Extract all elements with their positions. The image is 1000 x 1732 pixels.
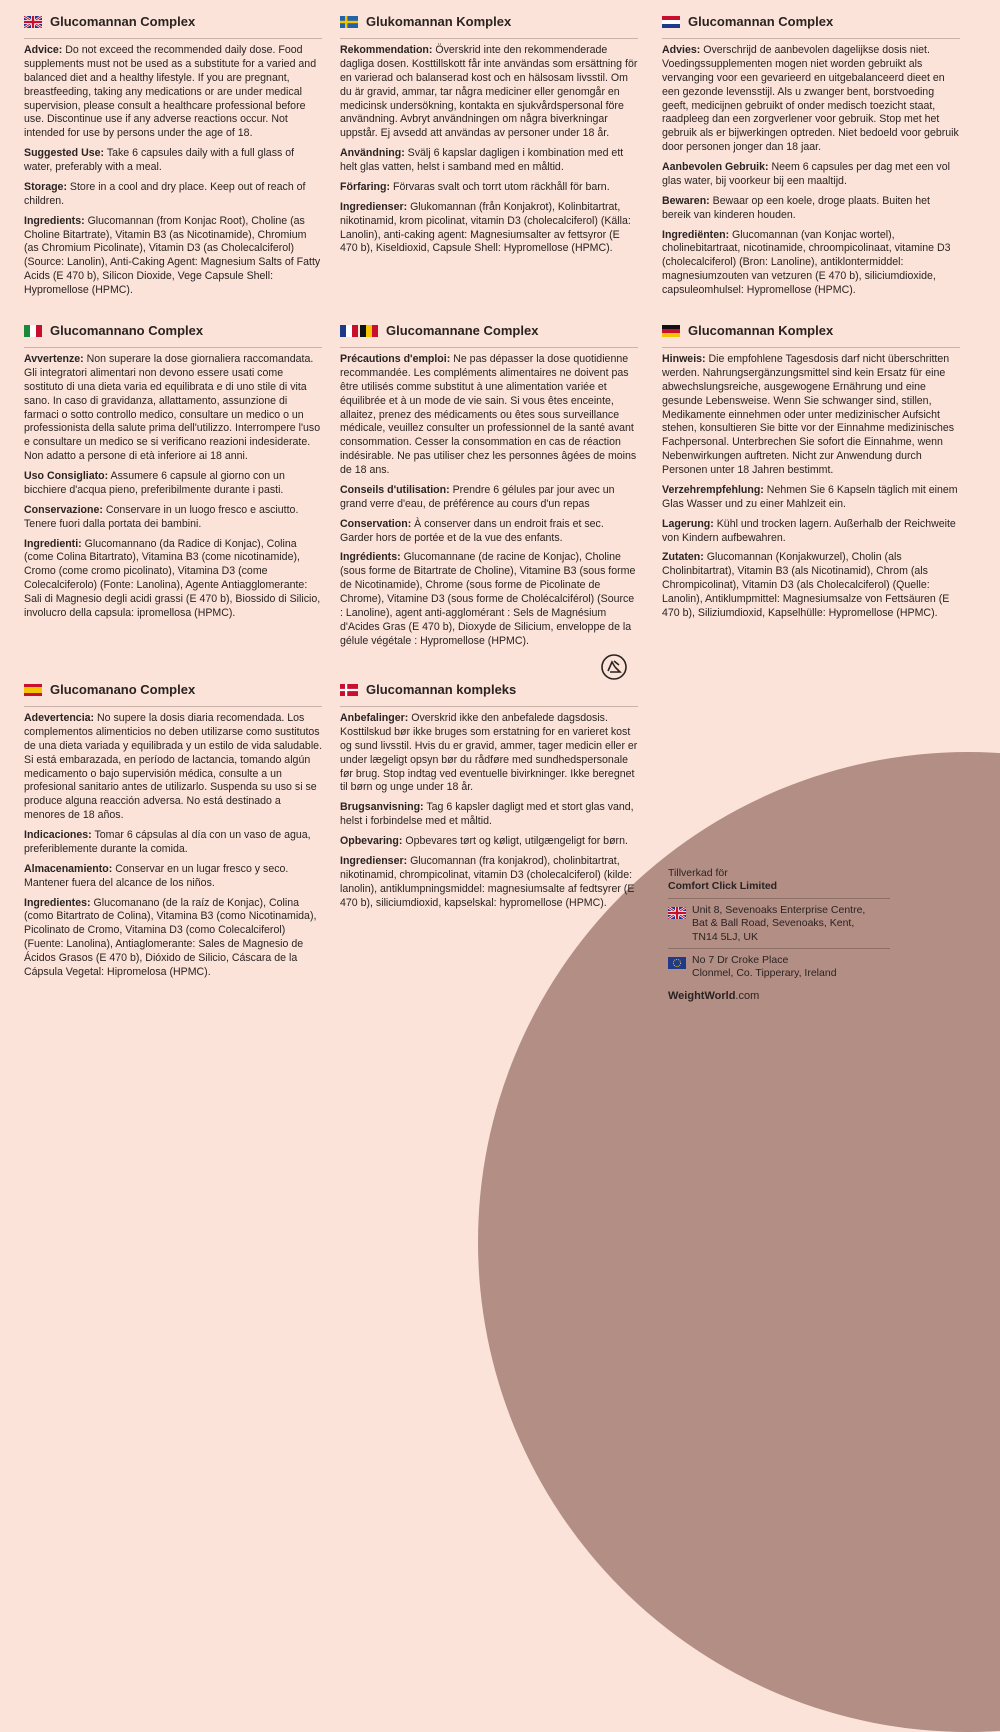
divider xyxy=(662,38,960,39)
eu-address-row xyxy=(668,948,890,984)
spain-flag-icon xyxy=(24,684,42,696)
panel-header xyxy=(662,13,960,31)
section-label: Advice: xyxy=(24,44,63,56)
divider xyxy=(340,706,638,707)
section-label: Brugsanvisning: xyxy=(340,801,424,814)
panel-section xyxy=(662,44,960,155)
panel-italian xyxy=(24,322,322,627)
section-label: Avvertenze: xyxy=(24,353,84,365)
panel-section xyxy=(24,504,322,532)
section-text: Opbevares tørt og køligt, utilgængeligt for børn. xyxy=(402,835,628,847)
section-label: Användning: xyxy=(340,147,405,160)
denmark-flag-icon xyxy=(340,684,358,696)
section-label: Ingredienser: xyxy=(340,854,408,867)
panel-section xyxy=(662,229,960,298)
panel-title: Glucomannan Complex xyxy=(688,14,834,30)
made-for-label: Tillverkad för xyxy=(668,867,728,879)
section-label: Bewaren: xyxy=(662,194,710,207)
panel-title: Glucomannan kompleks xyxy=(366,682,517,698)
panel-title: Glucomannano Complex xyxy=(50,323,204,339)
recycle-icon xyxy=(600,653,628,681)
panel-section xyxy=(24,215,322,298)
panel-section xyxy=(24,538,322,621)
panel-section xyxy=(340,835,638,849)
section-label: Conservazione: xyxy=(24,503,103,516)
eu-address-lines: No 7 Dr Croke Place Clonmel, Co. Tipperary, Ireland xyxy=(692,953,837,979)
section-text: Assumere 6 capsule al giorno con un bicchiere d'acqua pieno, preferibilmente durante i pasti. xyxy=(24,470,285,496)
section-text: Glucomannan (from Konjac Root), Choline (as Choline Bitartrate), Vitamin B3 (as Nicotinamide), Chromium (as Chromium Picolinate), Vitamin D3 (as Cholecalciferol) (Source: Lanolin), Anti-Caking Agent: Magnesium Salts of Fatty Acids (E 470 b), Silicon Dioxide, Vege Capsule Shell: Hypromellose (HPMC). xyxy=(24,214,321,296)
panel-section xyxy=(340,801,638,829)
section-text: À conserver dans un endroit frais et sec. Garder hors de portée et de la vue des enfants. xyxy=(340,517,604,544)
panel-section xyxy=(340,551,638,648)
section-text: Bewaar op een koele, droge plaats. Buiten het bereik van kinderen houden. xyxy=(662,194,930,221)
section-label: Ingrédients: xyxy=(340,551,401,564)
panel-section xyxy=(24,712,322,823)
section-text: Non superare la dose giornaliera raccomandata. Gli integratori alimentari non devono essere usati come sostituto di una dieta varia ed equilibrata e di uno stile di vita sano. In caso di gravidanza, allattamento, assunzione di farmaci o sotto controllo medico, consultare un medico o un professionista della salute prima dell'utilizzo. Interrompere l'uso e consultare un medico se si verificano reazioni indesiderate. Non adatto a persone di età inferiore ai 18 anni. xyxy=(24,353,321,463)
section-label: Uso Consigliato: xyxy=(24,470,109,482)
divider xyxy=(662,347,960,348)
uk-address-row xyxy=(668,898,890,947)
panel-header xyxy=(340,322,638,340)
section-text: Store in a cool and dry place. Keep out of reach of children. xyxy=(24,180,306,207)
section-text: Glucomannan (fra konjakrod), cholinbitartrat, nikotinamid, chrompicolinat, vitamin D3 (cholecalciferol) (kilde: lanolin), antiklumpningsmiddel: magnesiumsalte af fedtsyrer (E 470 b), siliciumdioxid, kapselskal: hypromellose (HPMC). xyxy=(340,854,635,909)
panel-section xyxy=(340,201,638,257)
section-text: Tag 6 kapsler dagligt med et stort glas vand, helst i forbindelse med et måltid. xyxy=(340,801,634,828)
divider xyxy=(340,38,638,39)
section-label: Storage: xyxy=(24,180,67,193)
panel-english xyxy=(24,13,322,304)
eu-flag-icon xyxy=(668,957,686,969)
panel-section xyxy=(24,44,322,141)
section-text: Prendre 6 gélules par jour avec un grand verre d'eau, de préférence au cours d'un repas xyxy=(340,483,615,510)
panel-section xyxy=(24,897,322,980)
panel-french xyxy=(340,322,638,655)
uk-flag-icon xyxy=(668,907,686,919)
germany-flag-icon xyxy=(662,325,680,337)
section-label: Ingredients: xyxy=(24,214,85,227)
section-label: Précautions d'emploi: xyxy=(340,353,451,365)
netherlands-flag-icon xyxy=(662,16,680,28)
divider xyxy=(340,347,638,348)
panel-section xyxy=(662,161,960,189)
panel-section xyxy=(340,44,638,141)
section-label: Anbefalinger: xyxy=(340,712,409,724)
panel-danish xyxy=(340,681,638,916)
section-text: Neem 6 capsules per dag met een vol glas water, bij voorkeur bij een maaltijd. xyxy=(662,161,950,187)
section-text: Kühl und trocken lagern. Außerhalb der Reichweite von Kindern aufbewahren. xyxy=(662,517,956,544)
section-text: Ne pas dépasser la dose quotidienne recommandée. Les compléments alimentaires ne doivent pas être utilisés comme substitut à une alimentation variée et équilibrée et à un mode de vie sain. Si vous êtes enceinte, allaitez, prenez des médicaments ou êtes sous surveillance médicale, veuillez consulter un professionnel de la santé avant consommation. Cesser la consommation en cas de réaction indésirable. Ne pas utiliser chez les personnes âgées de moins de 18 ans. xyxy=(340,353,637,476)
section-text: Glucomannane (de racine de Konjac), Choline (sous forme de Bitartrate de Choline), Vitamine B3 (sous forme de Nicotinamide), Chrome (sous forme de Picolinate de Chrome), Vitamine D3 (sous forme de Cholécalciférol) (Source : Lanoline), agent anti-agglomérant : Sels de Magnésium d'Acides Gras (E 470 b), Dioxyde de Silicium, enveloppe de la gélule végétale : Hypromellose (HPMC). xyxy=(340,551,636,647)
panel-section xyxy=(662,551,960,620)
section-label: Ingredienser: xyxy=(340,200,408,213)
section-text: Överskrid inte den rekommenderade dagliga dosen. Kosttillskott får inte användas som ersättning för en varierad och balanserad kost och en hälsosam livsstil. Om du är gravid, ammar, tar några mediciner eller genomgår en medicinsk undersökning, kontakta en sjukvårdspersonal före användning. Avbryt användningen om några biverkningar uppstår. Ej avsedd att användas av personer under 18 år. xyxy=(340,44,638,140)
divider xyxy=(24,38,322,39)
divider xyxy=(24,706,322,707)
france-belgium-flag-icon xyxy=(340,325,378,337)
panel-section xyxy=(662,484,960,512)
panel-section xyxy=(340,518,638,546)
panel-header xyxy=(24,13,322,31)
section-label: Hinweis: xyxy=(662,353,706,365)
section-text: Do not exceed the recommended daily dose. Food supplements must not be used as a substitute for a varied and balanced diet and a healthy lifestyle. If you are pregnant, breastfeeding, taking any medications or are under medical supervision, please consult a healthcare professional before use. Discontinue use if any adverse reactions occur. Not intended for use by persons under the age of 18. xyxy=(24,44,317,140)
company-name: Comfort Click Limited xyxy=(668,880,778,893)
section-label: Adevertencia: xyxy=(24,712,95,724)
section-text: Tomar 6 cápsulas al día con un vaso de agua, preferiblemente durante la comida. xyxy=(24,829,311,855)
italy-flag-icon xyxy=(24,325,42,337)
sweden-flag-icon xyxy=(340,16,358,28)
panel-section xyxy=(340,181,638,195)
panel-header xyxy=(340,13,638,31)
panel-title: Glukomannan Komplex xyxy=(366,14,512,30)
panel-section xyxy=(24,863,322,891)
panel-header xyxy=(24,322,322,340)
section-label: Conseils d'utilisation: xyxy=(340,483,450,496)
section-text: Conservare in un luogo fresco e asciutto. Tenere fuori dalla portata dei bambini. xyxy=(24,503,299,530)
panel-header xyxy=(24,681,322,699)
section-label: Ingredientes: xyxy=(24,896,91,909)
section-text: Glucomannan (Konjakwurzel), Cholin (als Cholinbitartrat), Vitamin B3 (als Nicotinamid), Chrom (als Chrompicolinat), Vitamin D3 (als Cholecalciferol) (Quelle: Lanolin), Antiklumpmittel: Magnesiumsalze von Fettsäuren (E 470 b), Siliziumdioxid, Kapselhülle: Hypromellose (HPMC). xyxy=(662,551,950,619)
panel-section xyxy=(340,353,638,478)
panel-header xyxy=(662,322,960,340)
section-text: Conservar en un lugar fresco y seco. Mantener fuera del alcance de los niños. xyxy=(24,862,289,889)
manufacturer-address xyxy=(668,867,890,1004)
section-label: Conservation: xyxy=(340,517,412,530)
section-label: Almacenamiento: xyxy=(24,862,113,875)
section-text: Nehmen Sie 6 Kapseln täglich mit einem Glas Wasser und zu einer Mahlzeit ein. xyxy=(662,483,958,510)
panel-section xyxy=(340,484,638,512)
section-label: Förfaring: xyxy=(340,180,391,193)
section-text: Glucomanano (de la raíz de Konjac), Colina (como Bitartrato de Colina), Vitamina B3 (como Nicotinamida), Picolinato de Cromo, Vitamina D3 (como Colecalciferol) (Fuente: Lanolina), Antiaglomerante: Sales de Magnesio de Ácidos Grasos (E 470 b), Dióxido de Silicio, Cáscara de la Cápsula Vegetal: Hipromelosa (HPMC). xyxy=(24,896,317,978)
section-text: Overschrijd de aanbevolen dagelijkse dosis niet. Voedingssupplementen mogen niet worden gebruikt als vervanging voor een gevarieerd en uitgebalanceerd dieet en een gezonde levensstijl. Als u zwanger bent, borstvoeding geeft, medicijnen gebruikt of onder medisch toezicht staat, raadpleeg dan een zorgverlener voor gebruik. Stop met het gebruik als er bijwerkingen optreden. Niet bedoeld voor gebruik door personen jonger dan 18 jaar. xyxy=(662,44,959,154)
divider xyxy=(24,347,322,348)
panel-section xyxy=(24,829,322,857)
panel-title: Glucomannan Complex xyxy=(50,14,196,30)
panel-dutch xyxy=(662,13,960,304)
panel-section xyxy=(662,353,960,478)
panel-title: Glucomannan Komplex xyxy=(688,323,834,339)
panel-section xyxy=(24,470,322,498)
website-link[interactable]: WeightWorld.com xyxy=(668,989,760,1002)
section-label: Ingrediënten: xyxy=(662,228,730,241)
section-text: Svälj 6 kapslar dagligen i kombination med ett helt glas vatten, helst i samband med en måltid. xyxy=(340,147,624,173)
panel-section xyxy=(24,353,322,464)
uk-flag-icon xyxy=(24,16,42,28)
section-label: Ingredienti: xyxy=(24,537,82,550)
section-text: Die empfohlene Tagesdosis darf nicht überschritten werden. Nahrungsergänzungsmittel sind kein Ersatz für eine abwechslungsreiche, ausgewogene Ernährung und eine gesunde Lebensweise. Wenn Sie schwanger sind, stillen, Medikamente einnehmen oder unter medizinischer Aufsicht stehen, konsultieren Sie bitte vor der Einnahme medizinisches Fachpersonal. Unterbrechen Sie sofort die Einnahme, wenn Nebenwirkungen auftreten. Nicht zur Anwendung durch Personen unter 18 Jahren bestimmt. xyxy=(662,353,955,476)
section-label: Opbevaring: xyxy=(340,835,403,847)
panel-section xyxy=(24,147,322,175)
panel-header xyxy=(340,681,638,699)
section-text: Glukomannan (från Konjakrot), Kolinbitartrat, nikotinamid, krom picolinat, vitamin D3 (cholecalciferol) (Källa: Lanolin), anti-caking agent: Magnesiumsalter av fettsyror (E 470 b), Kiseldioxid, Capsule Shell: Hypromellose (HPMC). xyxy=(340,200,631,255)
panel-spanish xyxy=(24,681,322,986)
panel-german xyxy=(662,322,960,627)
panel-title: Glucomanano Complex xyxy=(50,682,196,698)
section-label: Rekommendation: xyxy=(340,44,433,56)
panel-section xyxy=(340,712,638,795)
uk-address-lines: Unit 8, Sevenoaks Enterprise Centre, Bat & Ball Road, Sevenoaks, Kent, TN14 5LJ, UK xyxy=(692,904,866,943)
section-text: No supere la dosis diaria recomendada. Los complementos alimenticios no deben utilizarse como sustitutos de una dieta variada y equilibrada y un estilo de vida saludable. Si está embarazada, en período de lactancia, tomando algún medicamento o bajo supervisión médica, consulte a un profesional sanitario antes de utilizarlo. Suspenda su uso si se produce alguna reacción adversa. No está destinado a menores de 18 años. xyxy=(24,712,323,822)
panel-section xyxy=(340,855,638,911)
section-text: Glucomannan (van Konjac wortel), cholinebitartraat, nicotinamide, chroompicolinaat, vitamine D3 (cholecalciferol) (Bron: Lanoline), antiklontermiddel: magnesiumzouten van vetzuren (E 470 b), siliciumdioxide, capsuleomhulsel: Hypromellose (HPMC). xyxy=(662,228,951,296)
panel-title: Glucomannane Complex xyxy=(386,323,539,339)
section-text: Glucomannano (da Radice di Konjac), Colina (come Colina Bitartrato), Vitamina B3 (come nicotinamide), Cromo (come cromo picolinato), Vitamina D3 (come Colecalciferolo) (Fonte: Lanolina), Agente Antiagglomerante: Sali di Magnesio degli acidi grassi (E 470 b), Biossido di Silicio, involucro della capsula: ipromellosa (HPMC). xyxy=(24,537,321,619)
section-label: Aanbevolen Gebruik: xyxy=(662,161,769,173)
section-text: Overskrid ikke den anbefalede dagsdosis. Kosttilskud bør ikke bruges som erstatning for en varieret kost og sund livsstil. Hvis du er gravid, ammer, tager medicin eller er under lægeligt opsyn bør du rådføre med sundhedspersonale før brug. Stop indtag ved eventuelle bivirkninger. Ikke beregnet til børn og unge under 18 år. xyxy=(340,712,638,794)
section-label: Advies: xyxy=(662,44,701,56)
section-label: Suggested Use: xyxy=(24,147,105,160)
section-text: Förvaras svalt och torrt utom räckhåll för barn. xyxy=(390,180,610,193)
section-text: Take 6 capsules daily with a full glass of water, preferably with a meal. xyxy=(24,147,295,173)
section-label: Indicaciones: xyxy=(24,829,92,841)
section-label: Zutaten: xyxy=(662,551,704,564)
section-label: Lagerung: xyxy=(662,517,714,530)
section-label: Verzehrempfehlung: xyxy=(662,483,764,496)
panel-section xyxy=(24,181,322,209)
panel-swedish xyxy=(340,13,638,262)
panel-section xyxy=(340,147,638,175)
panel-section xyxy=(662,195,960,223)
panel-section xyxy=(662,518,960,546)
